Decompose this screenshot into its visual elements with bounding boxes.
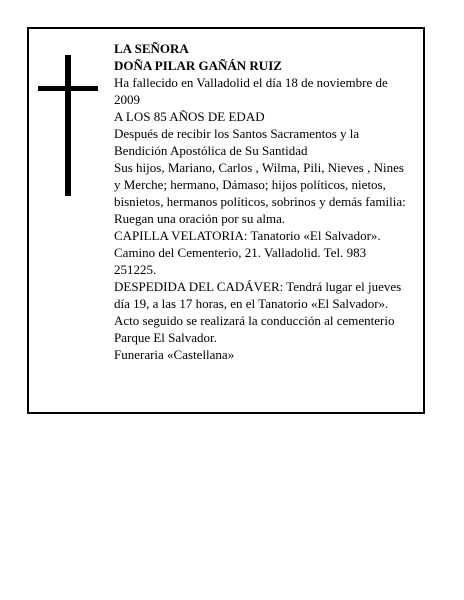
obituary-text — [114, 40, 414, 363]
farewell-line-3: Acto seguido se realizará la conducción al cementerio — [114, 313, 395, 328]
cross-vertical-bar — [65, 55, 71, 196]
deceased-name: DOÑA PILAR GAÑÁN RUIZ — [114, 58, 282, 73]
farewell-line-2: día 19, a las 17 horas, en el Tanatorio «El Salvador». — [114, 296, 389, 311]
family-line-1: Sus hijos, Mariano, Carlos , Wilma, Pili, Nieves , Nines — [114, 160, 404, 175]
chapel-line-3: 251225. — [114, 262, 157, 277]
sacraments-line-2: Bendición Apostólica de Su Santidad — [114, 143, 308, 158]
family-line-2: y Merche; hermano, Dámaso; hijos políticos, nietos, — [114, 177, 386, 192]
cross-horizontal-bar — [38, 86, 98, 91]
family-line-4: Ruegan una oración por su alma. — [114, 211, 286, 226]
death-date-line-2: 2009 — [114, 92, 140, 107]
funeral-home: Funeraria «Castellana» — [114, 347, 235, 362]
death-date-line-1: Ha fallecido en Valladolid el día 18 de noviembre de — [114, 75, 388, 90]
farewell-line-4: Parque El Salvador. — [114, 330, 217, 345]
honorific: LA SEÑORA — [114, 41, 189, 56]
farewell-line-1: DESPEDIDA DEL CADÁVER: Tendrá lugar el jueves — [114, 279, 402, 294]
sacraments-line-1: Después de recibir los Santos Sacramentos y la — [114, 126, 360, 141]
age-line: A LOS 85 AÑOS DE EDAD — [114, 109, 265, 124]
family-line-3: bisnietos, hermanos políticos, sobrinos y demás familia: — [114, 194, 406, 209]
chapel-line-2: Camino del Cementerio, 21. Valladolid. Tel. 983 — [114, 245, 367, 260]
chapel-line-1: CAPILLA VELATORIA: Tanatorio «El Salvador». — [114, 228, 381, 243]
cross-icon — [38, 55, 98, 196]
